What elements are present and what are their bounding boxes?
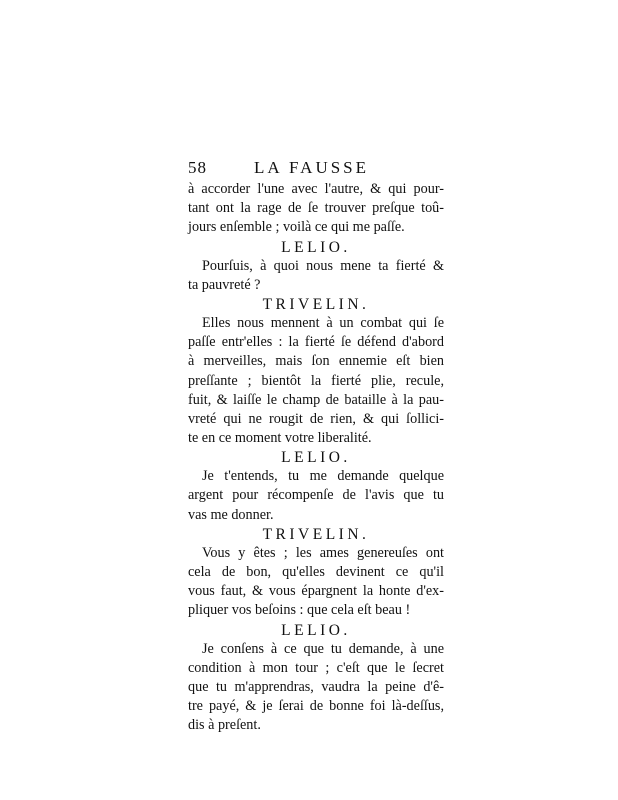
text-line: Je t'entends, tu me demande quelque xyxy=(202,468,444,485)
text-block xyxy=(188,544,444,621)
text-line: cela de bon, qu'elles devinent ce qu'il xyxy=(188,564,444,580)
text-line: ta pauvreté ? xyxy=(188,276,261,293)
page-header xyxy=(188,158,444,180)
text-line: preſſante ; bientôt la fierté plie, recule, xyxy=(188,372,444,389)
text-block xyxy=(188,257,444,295)
text-line: Vous y êtes ; les ames genereuſes ont xyxy=(202,544,444,561)
text-line: te en ce moment votre liberalité. xyxy=(188,430,372,447)
text-line: à accorder l'une avec l'autre, & qui pour- xyxy=(188,181,444,197)
text-line: vreté qui ne rougit de rien, & qui ſollici- xyxy=(188,410,444,427)
speaker-name: LELIO. xyxy=(281,449,351,467)
text-line: paſſe entr'elles : la fierté ſe défend d'abord xyxy=(188,334,444,351)
text-line: Pourſuis, à quoi nous mene ta fierté & xyxy=(202,257,444,274)
running-title: LA FAUSSE xyxy=(254,158,370,177)
text-line: fuit, & laiſſe le champ de bataille à la pau- xyxy=(188,391,444,408)
text-block xyxy=(188,314,444,448)
page-number: 58 xyxy=(188,158,207,177)
text-line: tant ont la rage de ſe trouver preſque toû- xyxy=(188,200,444,217)
book-page xyxy=(188,158,444,736)
text-line: condition à mon tour ; c'eſt que le ſecret xyxy=(188,659,444,676)
text-line: que tu m'apprendras, vaudra la peine d'ê- xyxy=(188,678,444,695)
text-line: dis à preſent. xyxy=(188,717,261,734)
text-line: vas me donner. xyxy=(188,506,274,523)
speaker-name: LELIO. xyxy=(281,238,351,256)
text-line: Elles nous mennent à un combat qui ſe xyxy=(202,314,444,331)
speaker-name: TRIVELIN. xyxy=(262,295,370,313)
text-line: jours enſemble ; voilà ce qui me paſſe. xyxy=(188,219,405,236)
text-line: tre payé, & je ſerai de bonne foi là-deſſus, xyxy=(188,698,444,715)
text-line: à merveilles, mais ſon ennemie eſt bien xyxy=(188,353,444,370)
speaker-name: LELIO. xyxy=(281,621,351,639)
text-line: Je conſens à ce que tu demande, à une xyxy=(202,640,444,657)
text-block xyxy=(188,640,444,736)
text-block xyxy=(188,180,444,238)
text-block xyxy=(188,467,444,525)
text-line: argent pour récompenſe de l'avis que tu xyxy=(188,487,444,504)
text-line: vous faut, & vous épargnent la honte d'ex- xyxy=(188,583,444,600)
speaker-name: TRIVELIN. xyxy=(262,525,370,543)
text-line: pliquer vos beſoins : que cela eſt beau ! xyxy=(188,602,411,619)
